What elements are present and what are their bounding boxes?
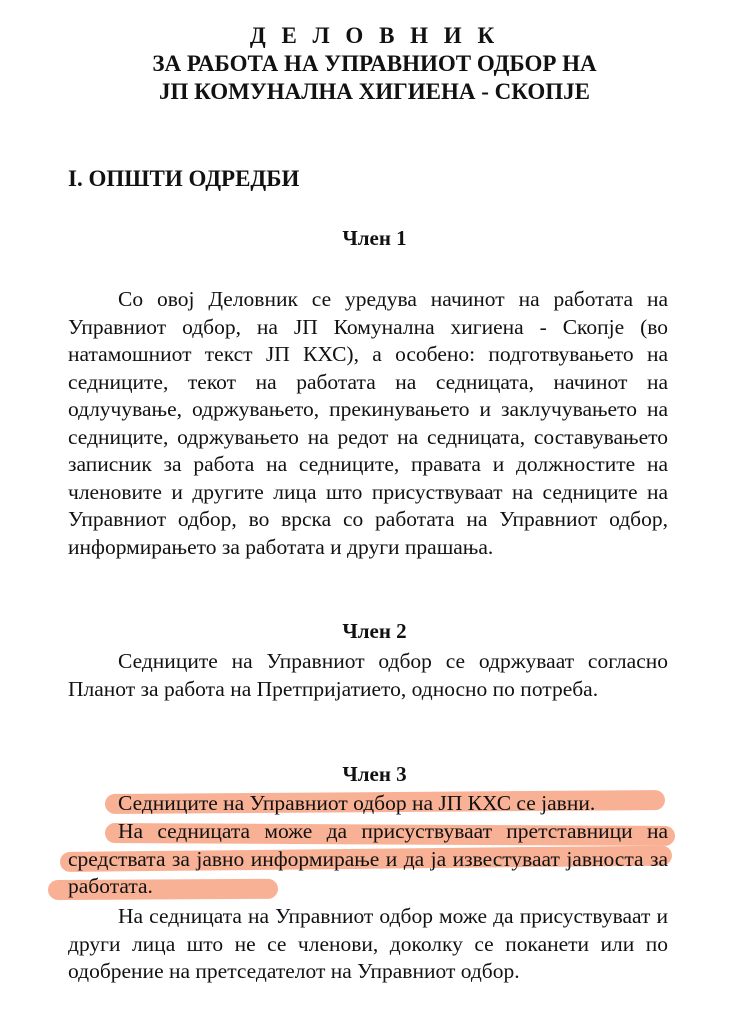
article-3-paragraph-3: На седницата на Управниот одбор може да присуствуваат и други лица што не се членови, доколку се поканети или по одобрение на претседателот на Управниот одбор. [68, 904, 668, 983]
section-heading: I. ОПШТИ ОДРЕДБИ [68, 166, 300, 191]
article-1-paragraph: Со овој Деловник се уредува начинот на работата на Управниот одбор, на ЈП Комунална хигиена - Скопје (во натамошниот текст ЈП КХС), а особено: подготвувањето на седниците, текот на работата на седницата, начинот на одлучување, одржувањето, прекинувањето и заклучувањето на седниците, одржувањето на редот на седницата, составувањето записник за работа на седниците, правата и должностите на членовите и другите лица што присуствуваат на седниците на Управниот одбор, во врска со работата на Управниот одбор, информирањето за работата и други прашања. [68, 287, 668, 559]
title-line-1: Д Е Л О В Н И К [249, 23, 500, 48]
article-1-heading: Член 1 [342, 226, 407, 250]
article-3-paragraph-2: На седницата може да присуствуваат претставници на средствата за јавно информирање и да ја известуваат јавноста за работата. [68, 819, 668, 898]
article-2-heading: Член 2 [342, 619, 407, 643]
document-title [0, 22, 749, 106]
article-3-paragraph-1: Седниците на Управниот одбор на ЈП КХС се јавни. [118, 791, 596, 815]
article-2-paragraph: Седниците на Управниот одбор се одржуваат согласно Планот за работа на Претпријатието, односно по потреба. [68, 649, 668, 701]
title-line-2: ЗА РАБОТА НА УПРАВНИОТ ОДБОР НА [152, 51, 597, 76]
article-3-heading: Член 3 [342, 762, 407, 786]
title-line-3: ЈП КОМУНАЛНА ХИГИЕНА - СКОПЈЕ [159, 79, 590, 104]
